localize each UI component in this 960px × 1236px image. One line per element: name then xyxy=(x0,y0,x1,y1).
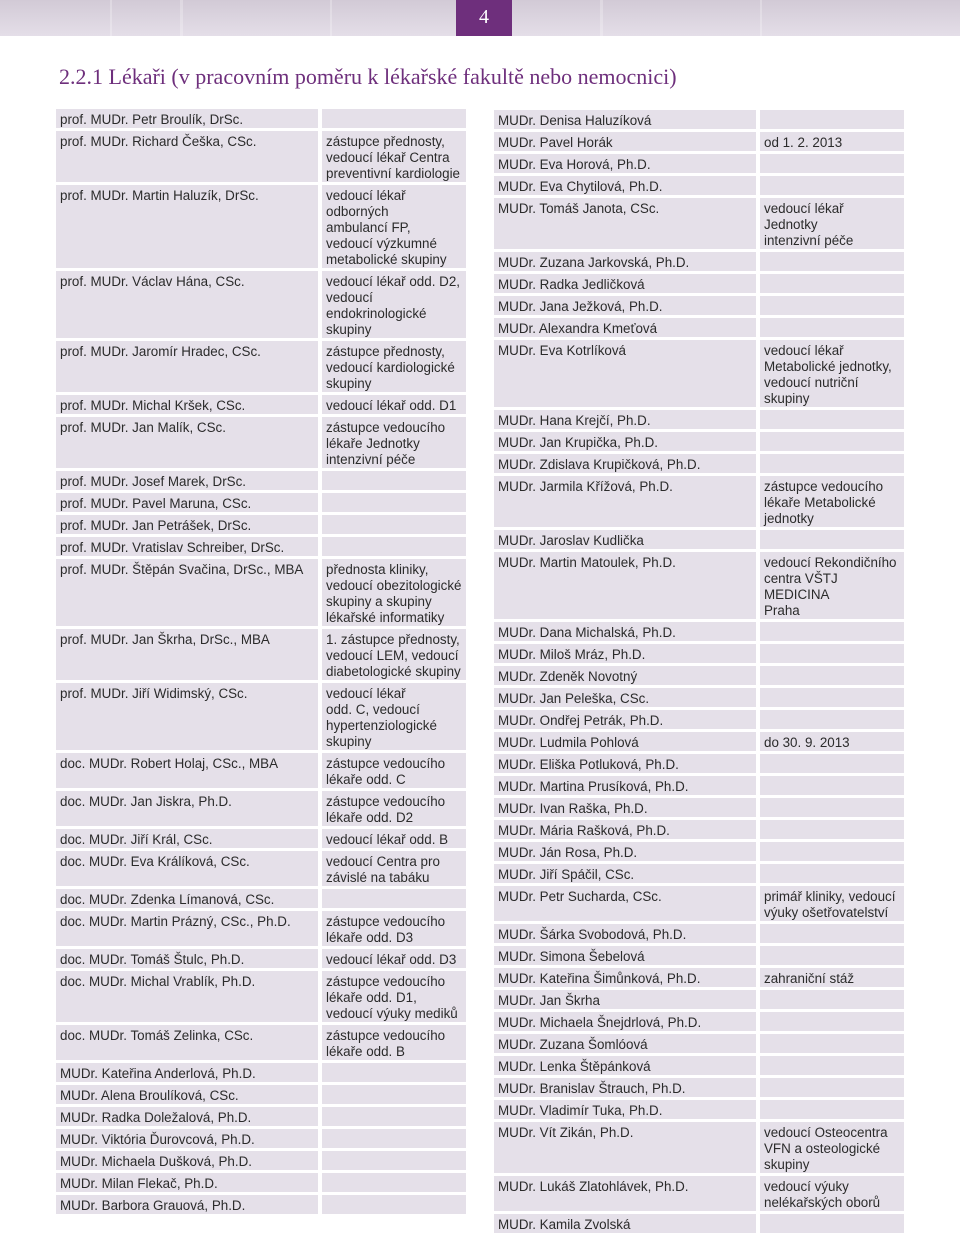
staff-name: MUDr. Jaroslav Kudlička xyxy=(494,530,760,549)
staff-role xyxy=(760,296,904,315)
staff-role xyxy=(322,471,466,490)
staff-role: zahraniční stáž xyxy=(760,968,904,987)
staff-role xyxy=(322,889,466,908)
staff-role: zástupce přednosty, vedoucí lékař Centra preventivní kardiologie xyxy=(322,131,466,182)
table-row xyxy=(56,683,466,750)
table-row xyxy=(494,946,904,965)
staff-name: prof. MUDr. Jan Škrha, DrSc., MBA xyxy=(56,629,322,680)
staff-name: MUDr. Jan Krupička, Ph.D. xyxy=(494,432,760,451)
staff-role xyxy=(322,1107,466,1126)
table-row xyxy=(494,1056,904,1075)
staff-role: vedoucí Rekondičního centra VŠTJ MEDICINA Praha xyxy=(760,552,904,619)
staff-role xyxy=(760,798,904,817)
staff-name: MUDr. Ján Rosa, Ph.D. xyxy=(494,842,760,861)
table-row xyxy=(56,889,466,908)
staff-name: prof. MUDr. Václav Hána, CSc. xyxy=(56,271,322,338)
table-row xyxy=(56,515,466,534)
staff-role xyxy=(760,990,904,1009)
staff-name: doc. MUDr. Robert Holaj, CSc., MBA xyxy=(56,753,322,788)
staff-role xyxy=(760,432,904,451)
staff-name: MUDr. Vladimír Tuka, Ph.D. xyxy=(494,1100,760,1119)
staff-role: vedoucí Osteocentra VFN a osteologické skupiny xyxy=(760,1122,904,1173)
table-row xyxy=(56,949,466,968)
staff-name: MUDr. Alena Broulíková, CSc. xyxy=(56,1085,322,1104)
table-row xyxy=(494,1176,904,1211)
staff-name: MUDr. Kateřina Šimůnková, Ph.D. xyxy=(494,968,760,987)
staff-role xyxy=(322,1173,466,1192)
staff-name: MUDr. Eva Horová, Ph.D. xyxy=(494,154,760,173)
staff-role: vedoucí lékař odd. B xyxy=(322,829,466,848)
table-row xyxy=(56,1063,466,1082)
staff-role xyxy=(760,842,904,861)
staff-name: prof. MUDr. Jiří Widimský, CSc. xyxy=(56,683,322,750)
table-row xyxy=(494,454,904,473)
staff-name: MUDr. Vít Zikán, Ph.D. xyxy=(494,1122,760,1173)
table-row xyxy=(494,318,904,337)
staff-name: MUDr. Kamila Zvolská xyxy=(494,1214,760,1233)
staff-name: doc. MUDr. Eva Králíková, CSc. xyxy=(56,851,322,886)
staff-role: vedoucí výuky nelékařských oborů xyxy=(760,1176,904,1211)
staff-name: MUDr. Viktória Ďurovcová, Ph.D. xyxy=(56,1129,322,1148)
section-title: 2.2.1 Lékaři (v pracovním poměru k lékařské fakultě nebo nemocnici) xyxy=(59,64,677,89)
table-row xyxy=(56,971,466,1022)
table-row xyxy=(56,131,466,182)
table-row xyxy=(494,990,904,1009)
table-row xyxy=(494,1100,904,1119)
table-row xyxy=(56,109,466,128)
staff-name: MUDr. Denisa Haluzíková xyxy=(494,110,760,129)
staff-role: 1. zástupce přednosty, vedoucí LEM, vedoucí diabetologické skupiny xyxy=(322,629,466,680)
table-row xyxy=(56,1173,466,1192)
table-row xyxy=(494,1214,904,1233)
staff-name: MUDr. Ludmila Pohlová xyxy=(494,732,760,751)
table-row xyxy=(56,395,466,414)
staff-name: prof. MUDr. Martin Haluzík, DrSc. xyxy=(56,185,322,268)
table-row xyxy=(56,851,466,886)
table-row xyxy=(494,530,904,549)
staff-name: doc. MUDr. Michal Vrablík, Ph.D. xyxy=(56,971,322,1022)
staff-name: MUDr. Barbora Grauová, Ph.D. xyxy=(56,1195,322,1214)
staff-name: MUDr. Michaela Šnejdrlová, Ph.D. xyxy=(494,1012,760,1031)
staff-name: MUDr. Lukáš Zlatohlávek, Ph.D. xyxy=(494,1176,760,1211)
header-decoration xyxy=(330,0,332,36)
staff-name: doc. MUDr. Jiří Král, CSc. xyxy=(56,829,322,848)
staff-name: prof. MUDr. Richard Češka, CSc. xyxy=(56,131,322,182)
staff-role: vedoucí lékař odd. D1 xyxy=(322,395,466,414)
staff-role xyxy=(760,1100,904,1119)
page-number: 4 xyxy=(456,0,512,36)
staff-role: zástupce přednosty, vedoucí kardiologické skupiny xyxy=(322,341,466,392)
staff-role xyxy=(760,1012,904,1031)
table-row xyxy=(56,829,466,848)
staff-role xyxy=(760,924,904,943)
staff-role: vedoucí lékař Metabolické jednotky, vedoucí nutriční skupiny xyxy=(760,340,904,407)
staff-name: MUDr. Jarmila Křížová, Ph.D. xyxy=(494,476,760,527)
staff-role: do 30. 9. 2013 xyxy=(760,732,904,751)
staff-role: vedoucí Centra pro závislé na tabáku xyxy=(322,851,466,886)
staff-role xyxy=(322,1085,466,1104)
staff-name: MUDr. Martin Matoulek, Ph.D. xyxy=(494,552,760,619)
table-row xyxy=(494,622,904,641)
staff-role xyxy=(760,1214,904,1233)
staff-name: prof. MUDr. Jan Malík, CSc. xyxy=(56,417,322,468)
staff-role: zástupce vedoucího lékaře odd. D3 xyxy=(322,911,466,946)
table-row xyxy=(494,688,904,707)
table-row xyxy=(494,886,904,921)
staff-role xyxy=(322,537,466,556)
staff-name: prof. MUDr. Jan Petrášek, DrSc. xyxy=(56,515,322,534)
staff-role xyxy=(760,622,904,641)
table-row xyxy=(494,552,904,619)
staff-role: zástupce vedoucího lékaře odd. B xyxy=(322,1025,466,1060)
staff-role xyxy=(760,1056,904,1075)
staff-role: vedoucí lékař odd. C, vedoucí hypertenziologické skupiny xyxy=(322,683,466,750)
table-row xyxy=(56,559,466,626)
table-row xyxy=(494,820,904,839)
table-row xyxy=(494,924,904,943)
staff-role xyxy=(760,754,904,773)
staff-role: zástupce vedoucího lékaře Metabolické jednotky xyxy=(760,476,904,527)
staff-role: vedoucí lékař odd. D3 xyxy=(322,949,466,968)
staff-name: MUDr. Eliška Potluková, Ph.D. xyxy=(494,754,760,773)
staff-role xyxy=(322,1151,466,1170)
staff-name: prof. MUDr. Jaromír Hradec, CSc. xyxy=(56,341,322,392)
staff-role: od 1. 2. 2013 xyxy=(760,132,904,151)
staff-name: MUDr. Dana Michalská, Ph.D. xyxy=(494,622,760,641)
staff-name: doc. MUDr. Martin Prázný, CSc., Ph.D. xyxy=(56,911,322,946)
staff-name: MUDr. Kateřina Anderlová, Ph.D. xyxy=(56,1063,322,1082)
staff-name: doc. MUDr. Tomáš Štulc, Ph.D. xyxy=(56,949,322,968)
staff-role xyxy=(322,1063,466,1082)
table-row xyxy=(56,271,466,338)
staff-role xyxy=(760,110,904,129)
staff-role xyxy=(760,946,904,965)
staff-name: MUDr. Branislav Štrauch, Ph.D. xyxy=(494,1078,760,1097)
staff-name: MUDr. Jan Peleška, CSc. xyxy=(494,688,760,707)
table-row xyxy=(56,493,466,512)
staff-name: MUDr. Mária Rašková, Ph.D. xyxy=(494,820,760,839)
staff-role xyxy=(760,176,904,195)
staff-name: MUDr. Radka Jedličková xyxy=(494,274,760,293)
staff-name: MUDr. Alexandra Kmeťová xyxy=(494,318,760,337)
staff-role xyxy=(322,1129,466,1148)
staff-name: MUDr. Miloš Mráz, Ph.D. xyxy=(494,644,760,663)
staff-name: prof. MUDr. Pavel Maruna, CSc. xyxy=(56,493,322,512)
table-row xyxy=(494,154,904,173)
staff-name: MUDr. Martina Prusíková, Ph.D. xyxy=(494,776,760,795)
table-row xyxy=(56,911,466,946)
staff-role xyxy=(760,274,904,293)
staff-name: MUDr. Eva Chytilová, Ph.D. xyxy=(494,176,760,195)
staff-table-left xyxy=(56,106,466,1217)
staff-name: MUDr. Jiří Spáčil, CSc. xyxy=(494,864,760,883)
header-decoration xyxy=(110,0,112,36)
table-row xyxy=(56,1025,466,1060)
staff-role xyxy=(760,454,904,473)
table-row xyxy=(56,1085,466,1104)
staff-table-right xyxy=(494,107,904,1236)
table-row xyxy=(494,296,904,315)
table-row xyxy=(56,417,466,468)
staff-role xyxy=(760,1034,904,1053)
table-row xyxy=(494,644,904,663)
staff-role xyxy=(760,318,904,337)
table-row xyxy=(494,132,904,151)
table-row xyxy=(56,471,466,490)
staff-role xyxy=(760,864,904,883)
staff-role: vedoucí lékař Jednotky intenzivní péče xyxy=(760,198,904,249)
staff-name: prof. MUDr. Josef Marek, DrSc. xyxy=(56,471,322,490)
staff-role: přednosta kliniky, vedoucí obezitologické skupiny a skupiny lékařské informatiky xyxy=(322,559,466,626)
staff-role xyxy=(760,820,904,839)
staff-name: MUDr. Eva Kotrlíková xyxy=(494,340,760,407)
table-row xyxy=(494,732,904,751)
staff-role xyxy=(322,109,466,128)
table-row xyxy=(494,842,904,861)
staff-name: MUDr. Jan Škrha xyxy=(494,990,760,1009)
table-row xyxy=(56,1107,466,1126)
table-row xyxy=(494,1012,904,1031)
staff-name: MUDr. Zdeněk Novotný xyxy=(494,666,760,685)
staff-role: zástupce vedoucího lékaře odd. D1, vedoucí výuky mediků xyxy=(322,971,466,1022)
staff-role xyxy=(760,776,904,795)
table-row xyxy=(56,537,466,556)
staff-role xyxy=(760,666,904,685)
table-row xyxy=(494,198,904,249)
staff-role xyxy=(322,1195,466,1214)
table-row xyxy=(56,1129,466,1148)
staff-name: MUDr. Michaela Dušková, Ph.D. xyxy=(56,1151,322,1170)
staff-name: MUDr. Ondřej Petrák, Ph.D. xyxy=(494,710,760,729)
staff-name: MUDr. Radka Doležalová, Ph.D. xyxy=(56,1107,322,1126)
staff-name: prof. MUDr. Vratislav Schreiber, DrSc. xyxy=(56,537,322,556)
table-row xyxy=(494,1078,904,1097)
table-row xyxy=(494,666,904,685)
table-row xyxy=(494,710,904,729)
table-row xyxy=(56,1151,466,1170)
staff-name: MUDr. Simona Šebelová xyxy=(494,946,760,965)
staff-name: MUDr. Zuzana Jarkovská, Ph.D. xyxy=(494,252,760,271)
staff-role: vedoucí lékař odborných ambulancí FP, vedoucí výzkumné metabolické skupiny xyxy=(322,185,466,268)
staff-role xyxy=(760,1078,904,1097)
header-decoration xyxy=(180,0,183,36)
staff-name: MUDr. Zdislava Krupičková, Ph.D. xyxy=(494,454,760,473)
staff-name: doc. MUDr. Jan Jiskra, Ph.D. xyxy=(56,791,322,826)
table-row xyxy=(494,410,904,429)
table-row xyxy=(494,274,904,293)
staff-name: doc. MUDr. Zdenka Límanová, CSc. xyxy=(56,889,322,908)
staff-name: MUDr. Jana Ježková, Ph.D. xyxy=(494,296,760,315)
table-row xyxy=(494,1122,904,1173)
table-row xyxy=(494,1034,904,1053)
staff-role xyxy=(760,410,904,429)
table-row xyxy=(494,432,904,451)
staff-name: MUDr. Lenka Štěpánková xyxy=(494,1056,760,1075)
table-row xyxy=(56,753,466,788)
staff-role xyxy=(760,688,904,707)
table-row xyxy=(494,252,904,271)
table-row xyxy=(56,1195,466,1214)
staff-role: primář kliniky, vedoucí výuky ošetřovatelství xyxy=(760,886,904,921)
staff-role xyxy=(322,515,466,534)
staff-role: zástupce vedoucího lékaře Jednotky intenzivní péče xyxy=(322,417,466,468)
staff-name: MUDr. Zuzana Šomlóová xyxy=(494,1034,760,1053)
staff-name: MUDr. Milan Flekač, Ph.D. xyxy=(56,1173,322,1192)
table-row xyxy=(494,798,904,817)
table-row xyxy=(494,864,904,883)
table-row xyxy=(494,754,904,773)
staff-name: MUDr. Pavel Horák xyxy=(494,132,760,151)
table-row xyxy=(56,629,466,680)
staff-role xyxy=(322,493,466,512)
table-row xyxy=(494,776,904,795)
staff-role: zástupce vedoucího lékaře odd. D2 xyxy=(322,791,466,826)
staff-name: prof. MUDr. Petr Broulík, DrSc. xyxy=(56,109,322,128)
staff-role xyxy=(760,710,904,729)
staff-name: MUDr. Hana Krejčí, Ph.D. xyxy=(494,410,760,429)
staff-name: MUDr. Petr Sucharda, CSc. xyxy=(494,886,760,921)
staff-name: MUDr. Ivan Raška, Ph.D. xyxy=(494,798,760,817)
staff-name: prof. MUDr. Michal Kršek, CSc. xyxy=(56,395,322,414)
staff-name: MUDr. Tomáš Janota, CSc. xyxy=(494,198,760,249)
staff-role: vedoucí lékař odd. D2, vedoucí endokrinologické skupiny xyxy=(322,271,466,338)
staff-role xyxy=(760,644,904,663)
table-row xyxy=(494,968,904,987)
header-decoration xyxy=(600,0,603,36)
table-row xyxy=(494,476,904,527)
staff-name: doc. MUDr. Tomáš Zelinka, CSc. xyxy=(56,1025,322,1060)
staff-role xyxy=(760,530,904,549)
staff-role xyxy=(760,252,904,271)
table-row xyxy=(56,341,466,392)
table-row xyxy=(494,340,904,407)
staff-role: zástupce vedoucího lékaře odd. C xyxy=(322,753,466,788)
staff-name: MUDr. Šárka Svobodová, Ph.D. xyxy=(494,924,760,943)
table-row xyxy=(494,176,904,195)
staff-role xyxy=(760,154,904,173)
staff-name: prof. MUDr. Štěpán Svačina, DrSc., MBA xyxy=(56,559,322,626)
header-decoration xyxy=(760,0,762,36)
header-band xyxy=(0,0,960,36)
table-row xyxy=(56,791,466,826)
table-row xyxy=(56,185,466,268)
table-row xyxy=(494,110,904,129)
